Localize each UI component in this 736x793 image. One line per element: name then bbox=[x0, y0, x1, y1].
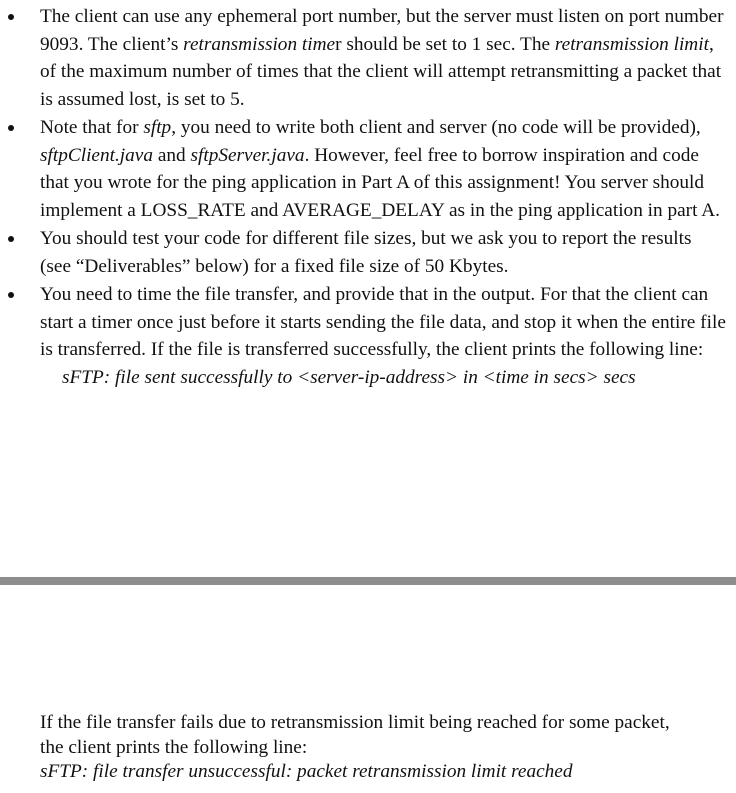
text-run: . However, feel free to borrow inspiration and code that you wrote for the ping application in Part A of this assignment! You server should implement a LOSS_RATE and AVERAGE_DELAY as in the ping application in part A. bbox=[40, 144, 720, 221]
bullet-list bbox=[0, 3, 736, 392]
text-run: You should test your code for different file sizes, but we ask you to report the results (see “Deliverables” below) for a fixed file size of 50 Kbytes. bbox=[40, 228, 692, 277]
text-run: r should be set to 1 sec. The bbox=[335, 33, 555, 55]
bullet-item-port bbox=[0, 3, 736, 113]
bullet-text bbox=[40, 114, 726, 224]
text-run-italic: sftp bbox=[143, 117, 172, 138]
failure-text-line-2: the client prints the following line: bbox=[40, 736, 308, 758]
bullet-dot-icon bbox=[8, 125, 14, 131]
bullet-item-timing bbox=[0, 281, 736, 391]
bullet-dot-icon bbox=[8, 292, 14, 298]
text-run: Note that for bbox=[40, 117, 144, 138]
text-run: , you need to write both client and server (no code will be provided), bbox=[171, 117, 701, 138]
failure-output-line: sFTP: file transfer unsuccessful: packet retransmission limit reached bbox=[40, 761, 573, 782]
bullet-dot-icon bbox=[8, 14, 14, 20]
bullet-text bbox=[40, 3, 726, 113]
failure-text-line-1: If the file transfer fails due to retransmission limit being reached for some packet, bbox=[40, 712, 670, 733]
bullet-item-file-sizes bbox=[0, 225, 736, 280]
text-run-italic: retransmission limit bbox=[554, 33, 709, 55]
page-divider bbox=[0, 577, 736, 585]
text-run: and bbox=[153, 144, 191, 166]
success-output-line: sFTP: file sent successfully to <server-ip-address> in <time in secs> secs bbox=[62, 366, 636, 388]
text-run-italic: sftpClient.java bbox=[40, 144, 154, 166]
failure-paragraph bbox=[40, 711, 730, 785]
text-run-italic: retransmission time bbox=[183, 33, 336, 55]
bullet-item-sftp bbox=[0, 114, 736, 224]
bullet-text bbox=[40, 225, 726, 280]
text-run: You need to time the file transfer, and provide that in the output. For that the client can start a timer once just before it starts sending the file data, and stop it when the entire file is transferred. If the file is transferred successfully, the client prints the following line: bbox=[40, 284, 726, 360]
bullet-text bbox=[40, 281, 726, 364]
text-run: The client can use any ephemeral port number, but the server must listen on port number 9093. The client’s bbox=[40, 6, 724, 55]
text-run: , of the maximum number of times that the client will attempt retransmitting a packet that is assumed lost, is set to 5. bbox=[40, 33, 722, 110]
bullet-dot-icon bbox=[8, 236, 14, 242]
text-run-italic: sftpServer.java bbox=[190, 144, 305, 166]
